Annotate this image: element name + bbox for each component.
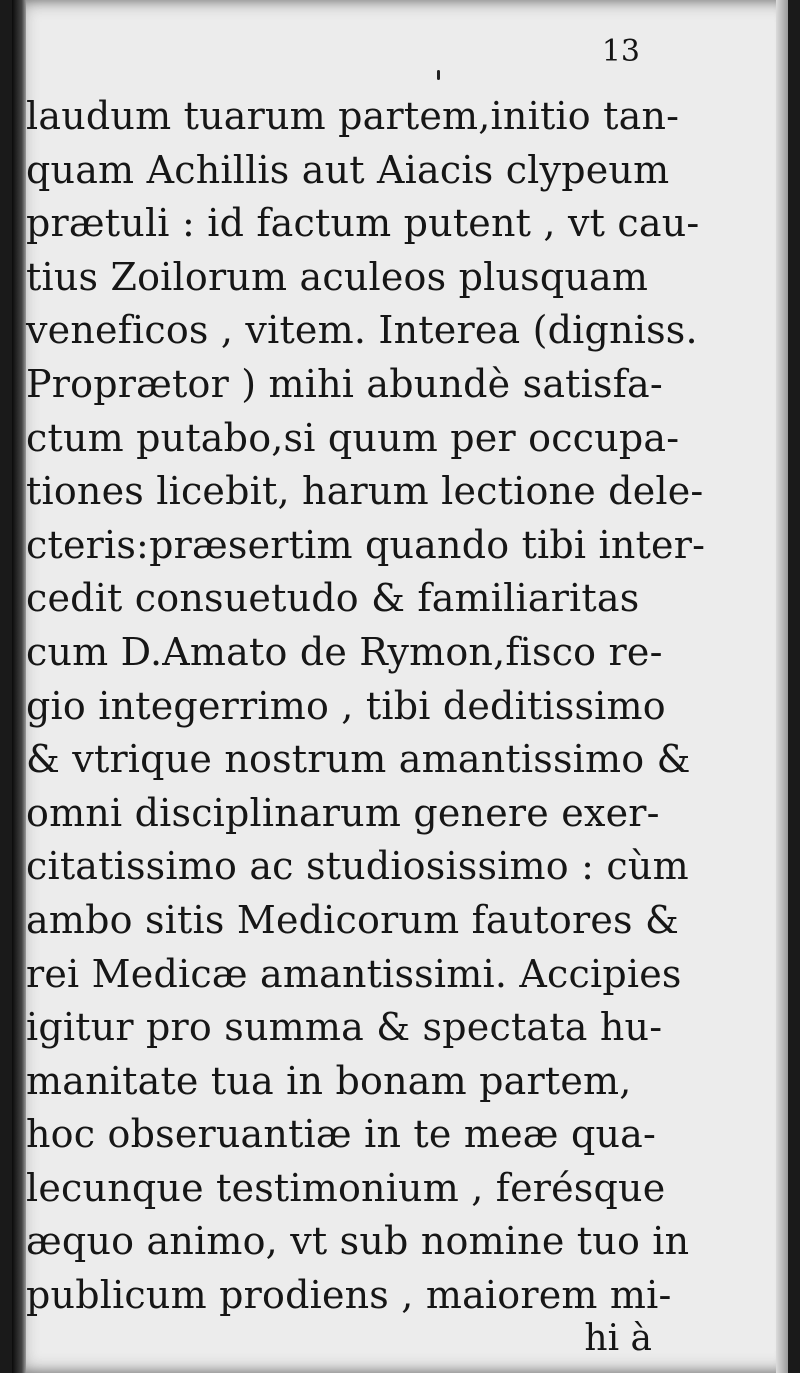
body-text <box>26 90 706 1323</box>
text-line: tius Zoilorum aculeos plusquam <box>26 254 649 299</box>
text-line: ambo sitis Medicorum fautores & <box>26 897 680 942</box>
book-page <box>12 0 788 1373</box>
page-edge <box>776 0 788 1373</box>
text-line: cedit consuetudo & familiaritas <box>26 576 640 621</box>
text-line: hoc obseruantiæ in te meæ qua- <box>26 1112 657 1157</box>
text-line: ctum putabo,si quum per occupa- <box>26 415 680 460</box>
text-line: tiones licebit, harum lectione dele- <box>26 469 704 514</box>
text-line: lecunque testimonium , ferésque <box>26 1165 666 1210</box>
text-line: gio integerrimo , tibi deditissimo <box>26 683 666 728</box>
text-line: veneficos , vitem. Interea (digniss. <box>26 308 698 353</box>
text-line: omni disciplinarum genere exer- <box>26 790 660 835</box>
text-line: & vtrique nostrum amantissimo & <box>26 737 691 782</box>
page-gutter-shadow <box>12 0 26 1373</box>
ink-mark <box>437 70 440 80</box>
text-line: Proprætor ) mihi abundè satisfa- <box>26 361 663 406</box>
text-line: igitur pro summa & spectata hu- <box>26 1005 663 1050</box>
text-line: laudum tuarum partem,initio tan- <box>26 94 680 138</box>
text-line: citatissimo ac studiosissimo : cùm <box>26 844 689 889</box>
text-line: manitate tua in bonam partem, <box>26 1058 632 1103</box>
text-line: cteris:præsertim quando tibi inter- <box>26 522 706 567</box>
text-line: publicum prodiens , maiorem mi- <box>26 1273 672 1318</box>
text-line: quam Achillis aut Aiacis clypeum <box>26 147 670 192</box>
text-line: rei Medicæ amantissimi. Accipies <box>26 951 682 996</box>
page-number: 13 <box>601 34 640 69</box>
text-line: æquo animo, vt sub nomine tuo in <box>26 1219 690 1264</box>
text-line: prætuli : id factum putent , vt cau- <box>26 201 700 246</box>
catchword: hi à <box>584 1318 652 1359</box>
text-line: cum D.Amato de Rymon,fisco re- <box>26 629 663 674</box>
